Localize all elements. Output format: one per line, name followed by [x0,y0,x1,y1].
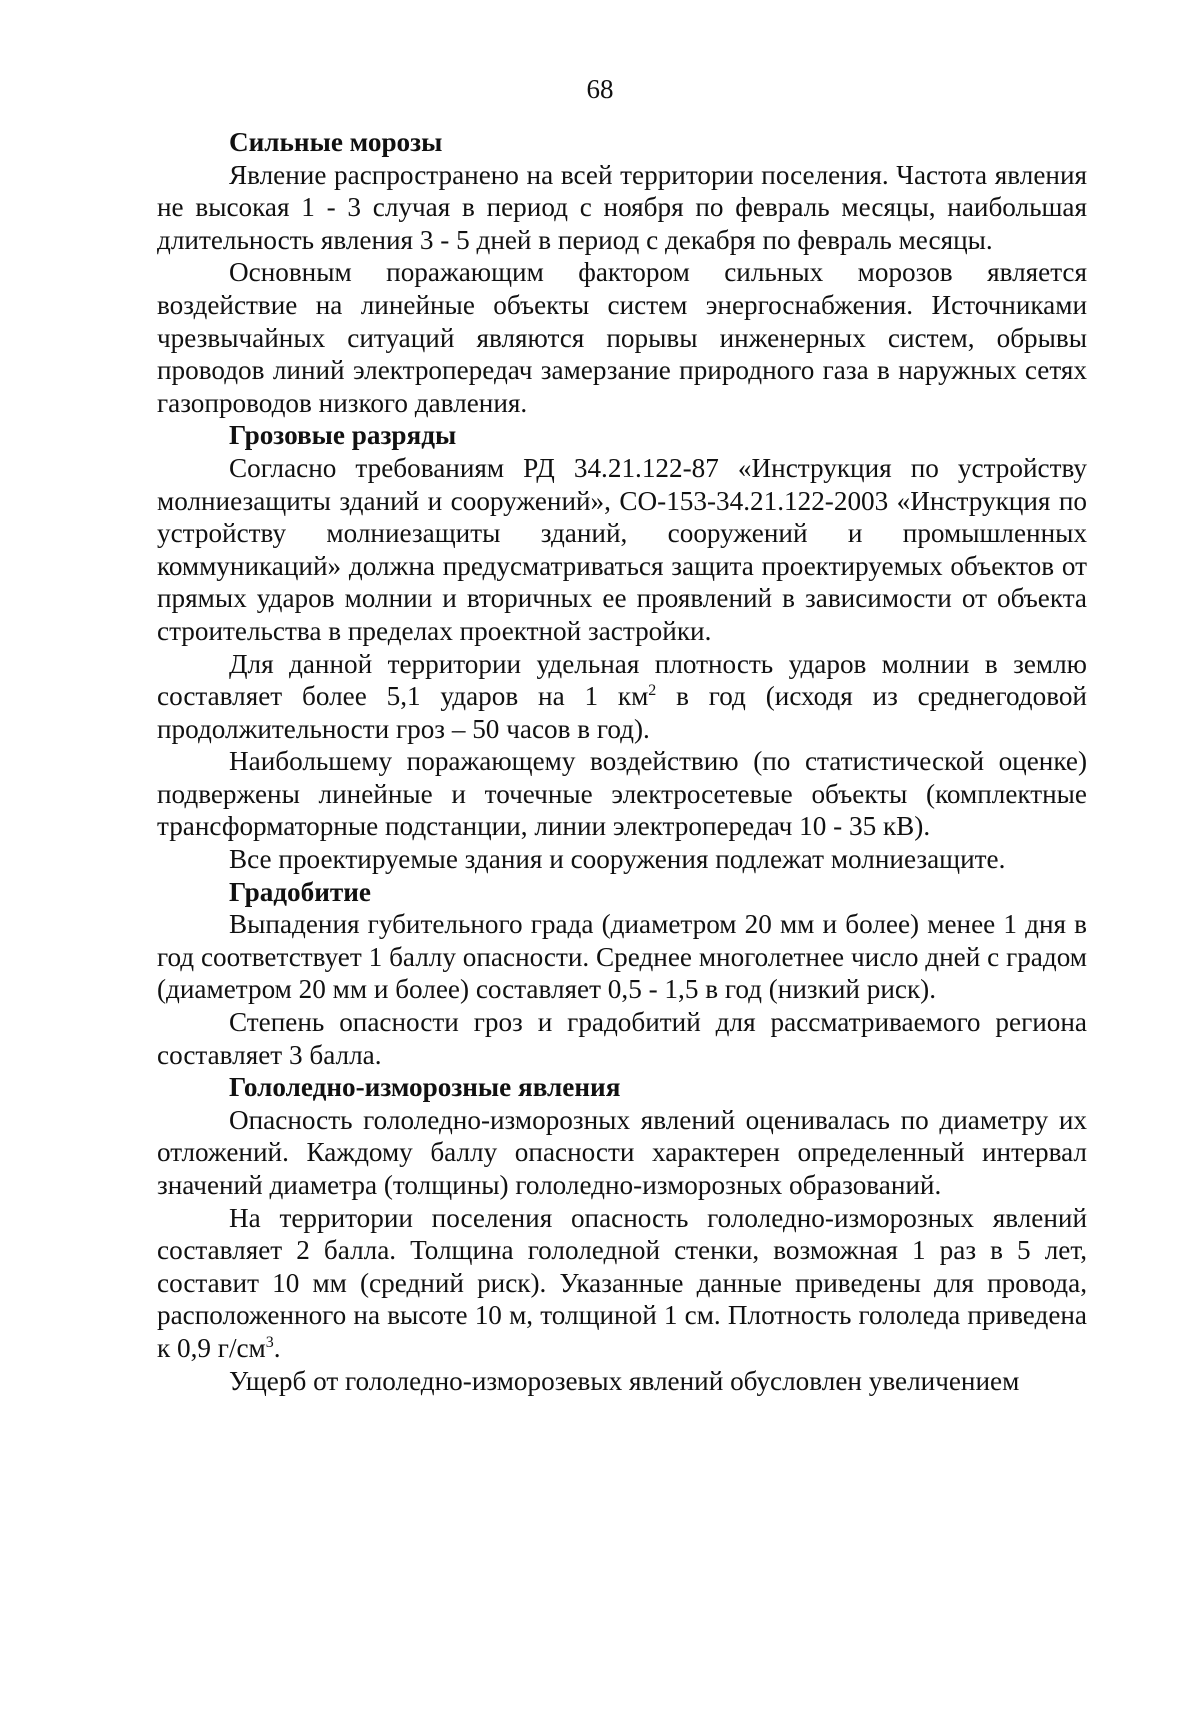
paragraph: Наибольшему поражающему воздействию (по статистической оценке) подвержены линейные и точечные электросетевые объекты (комплектные трансформаторные подстанции, линии электропередач 10 - 35 кВ). [157,746,1087,842]
text-fragment: . [273,1332,281,1363]
paragraph: Все проектируемые здания и сооружения подлежат молниезащите. [229,844,1006,875]
text-fragment: На территории поселения опасность гололедно-изморозных явлений составляет 2 балла. Толщина гололедной стенки, возможная 1 раз в 5 лет, составит 10 мм (средний риск). Указанные данные приведены для провода, расположенного на высоте 10 м, толщиной 1 см. Плотность гололеда приведена к 0,9 г/см [157,1202,1087,1363]
paragraph-lightning-density [157,648,1087,746]
section-heading-frost: Сильные морозы [229,127,443,157]
superscript: 2 [648,682,657,700]
section-heading-thunderstorms: Грозовые разряды [229,420,457,451]
page-number: 68 [586,74,614,104]
paragraph: Явление распространено на всей территории поселения. Частота явления не высокая 1 - 3 случая в период с ноября по февраль месяцы, наибольшая длительность явления 3 - 5 дней в период с декабря по февраль месяцы. [157,159,1087,255]
paragraph: Основным поражающим фактором сильных морозов является воздействие на линейные объекты систем энергоснабжения. Источниками чрезвычайных ситуаций являются порывы инженерных систем, обрывы проводов линий электропередач замерзание природного газа в наружных сетях газопроводов низкого давления. [157,257,1087,418]
section-heading-icing: Гололедно-изморозные явления [229,1072,621,1103]
superscript: 3 [265,1333,274,1351]
section-heading-hail: Градобитие [229,876,371,907]
text-fragment: Для данной территории удельная плотность ударов молнии в землю составляет более 5,1 ударов на 1 км [157,648,1087,712]
paragraph-ice-density [157,1202,1087,1365]
paragraph-continued: Ущерб от гололедно-изморозевых явлений обусловлен увеличением [229,1365,1020,1396]
paragraph: Согласно требованиям РД 34.21.122-87 «Инструкция по устройству молниезащиты зданий и сооружений», СО-153-34.21.122-2003 «Инструкция по устройству молниезащиты зданий, сооружений и промышленных коммуникаций» должна предусматриваться защита проектируемых объектов от прямых ударов молнии и вторичных ее проявлений в зависимости от объекта строительства в пределах проектной застройки. [157,452,1087,646]
document-body [157,126,1087,1397]
text-fragment: в год (исходя из среднегодовой продолжительности гроз – 50 часов в год). [157,681,1087,744]
paragraph: Опасность гололедно-изморозных явлений оценивалась по диаметру их отложений. Каждому баллу опасности характерен определенный интервал значений диаметра (толщины) гололедно-изморозных образований. [157,1104,1087,1200]
paragraph: Степень опасности гроз и градобитий для рассматриваемого региона составляет 3 балла. [157,1007,1087,1070]
paragraph: Выпадения губительного града (диаметром 20 мм и более) менее 1 дня в год соответствует 1 баллу опасности. Среднее многолетнее число дней с градом (диаметром 20 мм и более) составляет 0,5 - 1,5 в год (низкий риск). [157,909,1087,1005]
